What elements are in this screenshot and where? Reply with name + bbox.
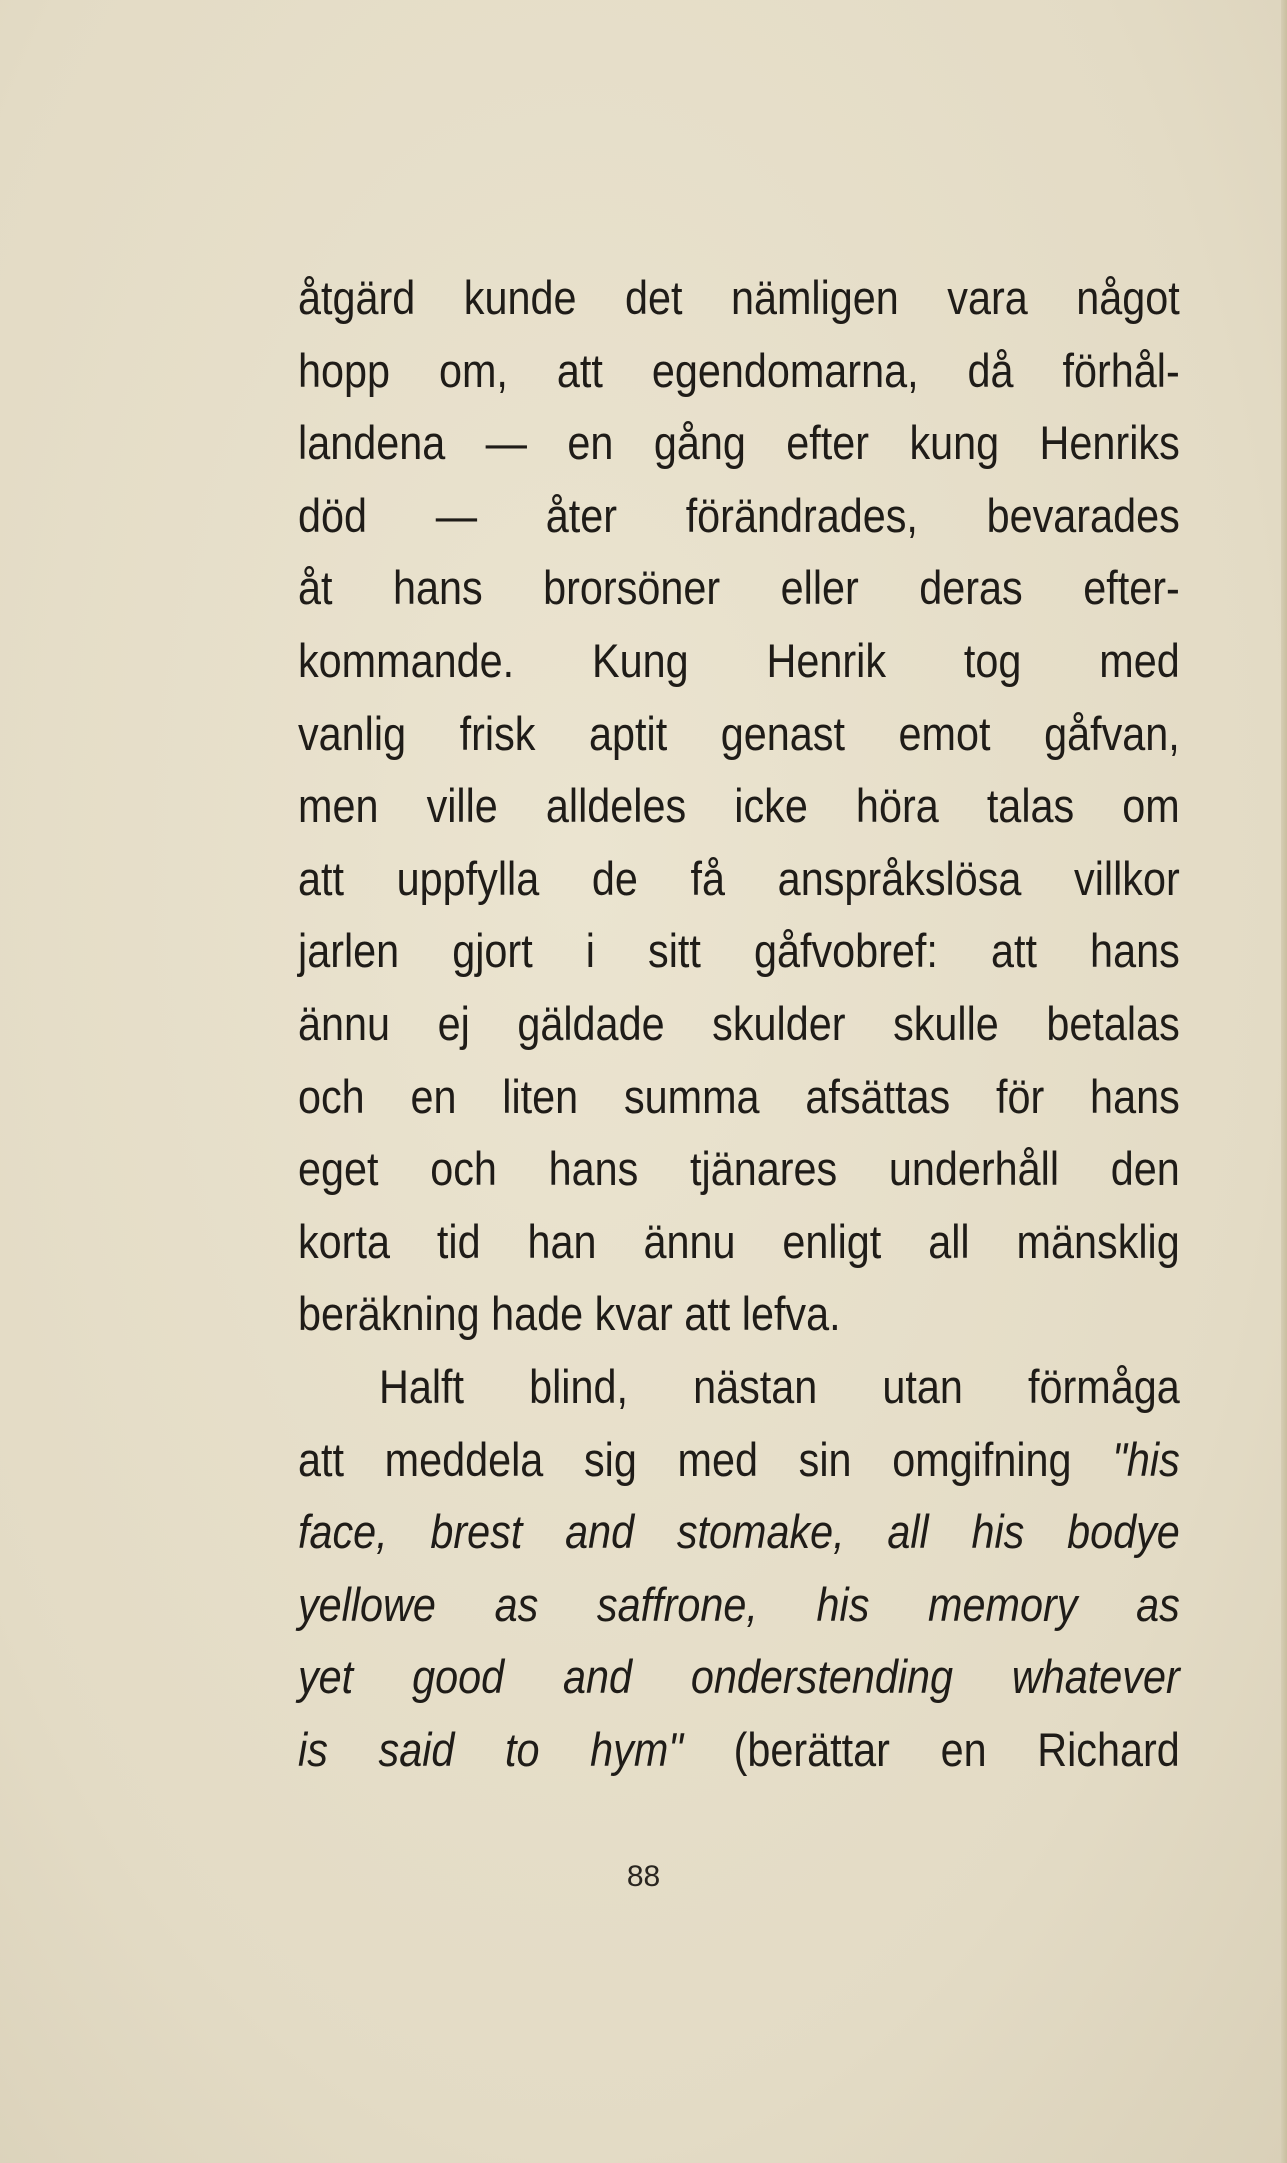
text-line: korta tid han ännu enligt all mänsklig bbox=[298, 1214, 1180, 1268]
text-line: åt hans brorsöner eller deras efter- bbox=[298, 561, 1180, 615]
text-line: jarlen gjort i sitt gåfvobref: att hans bbox=[298, 924, 1180, 978]
text-line: hopp om, att egendomarna, då förhål- bbox=[298, 343, 1180, 397]
text-line: ännu ej gäldade skulder skulle betalas bbox=[298, 996, 1180, 1050]
text-line: beräkning hade kvar att lefva. bbox=[298, 1287, 841, 1341]
text-line: landena — en gång efter kung Henriks bbox=[298, 416, 1180, 470]
text-line: kommande. Kung Henrik tog med bbox=[298, 633, 1180, 687]
text-line: åtgärd kunde det nämligen vara något bbox=[298, 271, 1180, 324]
text-line: död — åter förändrades, bevarades bbox=[298, 488, 1180, 542]
quote-line: face, brest and stomake, all his bodye bbox=[298, 1505, 1180, 1559]
quote-line: yellowe as saffrone, his memory as bbox=[298, 1577, 1180, 1631]
paragraph-start-line: Halft blind, nästan utan förmåga bbox=[378, 1359, 1180, 1413]
page-edge bbox=[1281, 0, 1287, 2163]
text-run: (berättar en Richard bbox=[682, 1722, 1180, 1776]
text-line bbox=[298, 1714, 1180, 1787]
body-text bbox=[298, 262, 1180, 1786]
quote-run: "his bbox=[1112, 1432, 1180, 1486]
page-number: 88 bbox=[626, 1860, 661, 1893]
text-run: att meddela sig med sin omgifning bbox=[298, 1432, 1113, 1486]
text-line bbox=[298, 1424, 1180, 1497]
text-line: eget och hans tjänares underhåll den bbox=[298, 1142, 1180, 1196]
text-line: men ville alldeles icke höra talas om bbox=[298, 779, 1180, 833]
text-line: vanlig frisk aptit genast emot gåfvan, bbox=[298, 706, 1180, 760]
quote-run: is said to hym" bbox=[298, 1722, 683, 1776]
text-line: att uppfylla de få anspråkslösa villkor bbox=[298, 851, 1180, 905]
text-line: och en liten summa afsättas för hans bbox=[298, 1069, 1180, 1123]
quote-line: yet good and onderstending whatever bbox=[298, 1650, 1180, 1704]
